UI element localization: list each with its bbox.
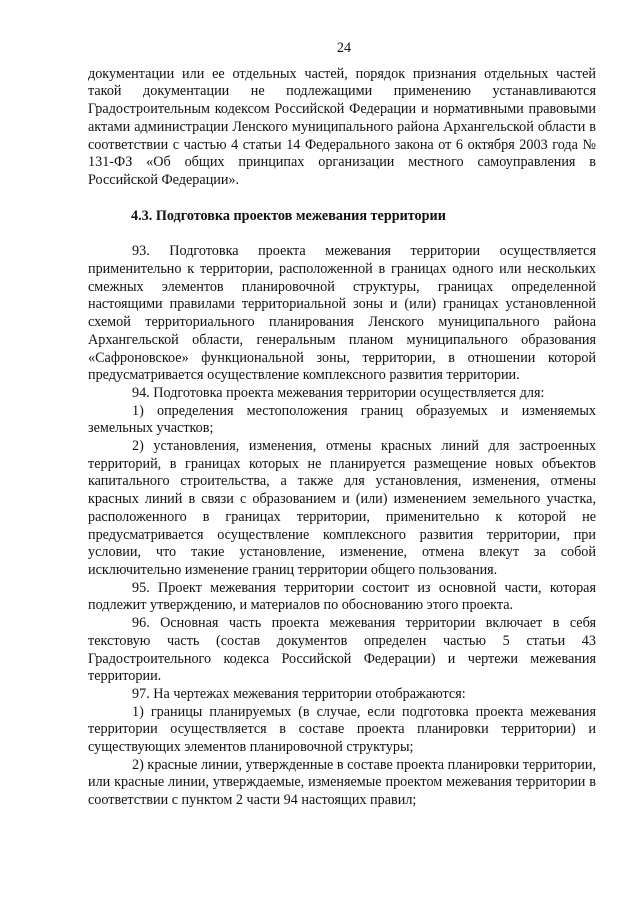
document-page <box>88 40 596 810</box>
paragraph-94-item-2: 2) установления, изменения, отмены красных линий для застроенных территорий, в границах которых не планируется размещение новых объектов капитального строительства, а также для установления, изменения, отмены красных линий в связи с образованием и (или) изменением земельного участка, расположенного в границах территории, применительно к которой не предусматривается осуществление комплексного развития территории, при условии, что такие установление, изменение, отмена влекут за собой исключительно изменение границ территории общего пользования. <box>88 438 596 578</box>
paragraph-93: 93. Подготовка проекта межевания территории осуществляется применительно к территории, расположенной в границах одного или нескольких смежных элементов планировочной структуры, границах определенной настоящими правилами территориальной зоны и (или) границах установленной схемой территориального планирования Ленского муниципального района Архангельской области, генеральным планом муниципального образования «Сафроновское» функциональной зоны, территории, в отношении которой предусматривается осуществление комплексного развития территории. <box>88 243 596 384</box>
paragraph-97: 97. На чертежах межевания территории отображаются: <box>132 685 466 702</box>
paragraph-94: 94. Подготовка проекта межевания территории осуществляется для: <box>132 384 545 401</box>
paragraph-96: 96. Основная часть проекта межевания территории включает в себя текстовую часть (состав документов определен частью 5 статьи 43 Градостроительного кодекса Российской Федерации) и чертежи межевания территории. <box>88 615 596 685</box>
page-number: 24 <box>336 40 352 56</box>
section-heading: 4.3. Подготовка проектов межевания территории <box>131 207 446 224</box>
paragraph-94-item-1: 1) определения местоположения границ образуемых и изменяемых земельных участков; <box>88 402 596 437</box>
paragraph-97-item-2: 2) красные линии, утвержденные в составе проекта планировки территории, или красные линии, утверждаемые, изменяемые проектом межевания территории в соответствии с пунктом 2 части 94 настоящих правил; <box>88 756 596 809</box>
paragraph-97-item-1: 1) границы планируемых (в случае, если подготовка проекта межевания территории осуществляется в составе проекта планировки территории) и существующих элементов планировочной структуры; <box>88 703 596 756</box>
paragraph-95: 95. Проект межевания территории состоит из основной части, которая подлежит утверждению, и материалов по обоснованию этого проекта. <box>88 579 596 614</box>
intro-paragraph: документации или ее отдельных частей, порядок признания отдельных частей такой документации не подлежащими применению устанавливаются Градостроительным кодексом Российской Федерации и нормативными правовыми актами администрации Ленского муниципального района Архангельской области в соответствии с частью 4 статьи 14 Федерального закона от 6 октября 2003 года № 131-ФЗ «Об общих принципах организации местного самоуправления в Российской Федерации». <box>88 65 596 188</box>
